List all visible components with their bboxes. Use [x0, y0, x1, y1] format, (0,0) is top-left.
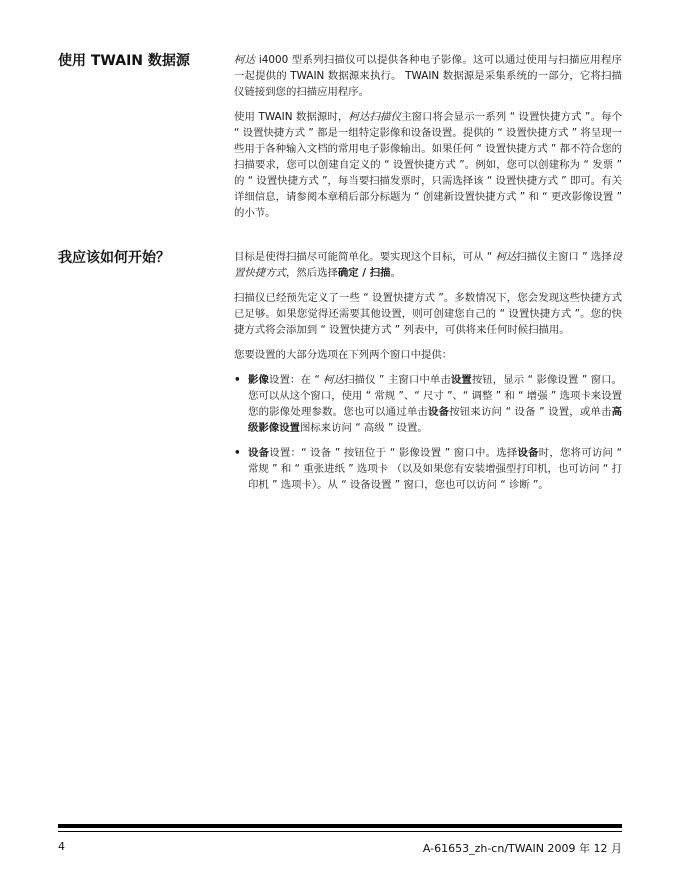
document-id: A-61653_zh-cn/TWAIN 2009 年 12 月: [422, 842, 622, 855]
bullet-list: [234, 372, 622, 493]
footer-rule-thin: [58, 831, 622, 832]
page-number: 4: [58, 840, 65, 853]
footer-rule: [58, 824, 622, 828]
section-body: [234, 52, 622, 230]
section-body: [234, 249, 622, 502]
list-item: • 影像设置：在 “ 柯达扫描仪 ” 主窗口中单击设置按钮，显示 “ 影像设置 ” 窗口。您可以从这个窗口，使用 “ 常规 ”、“ 尺寸 ”、“ 调整 ” 和 “ 增强 ” 选项卡来设置您的影像处理参数。您也可以通过单击设备按钮来访问 “ 设备 ” 设置，或单击高级影像设置图标来访问 “ 高级 ” 设置。: [234, 374, 623, 434]
section-heading: 使用 TWAIN 数据源: [58, 53, 190, 69]
paragraph: 使用 TWAIN 数据源时，柯达扫描仪主窗口将会显示一系列 “ 设置快捷方式 ”。每个 “ 设置快捷方式 ” 都是一组特定影像和设备设置。提供的 “ 设置快捷方式 ” 将呈现一些用于各种输入文档的常用电子影像输出。如果任何 “ 设置快捷方式 ” 都不符合您的扫描要求，您可以创建自定义的 “ 设置快捷方式 ”。例如，您可以创建称为 “ 发票 ” 的 “ 设置快捷方式 ”，每当要扫描发票时，只需选择该 “ 设置快捷方式 ” 即可。有关详细信息，请参阅本章稍后部分标题为 “ 创建新设置快捷方式 ” 和 “ 更改影像设置 ” 的小节。: [234, 111, 622, 219]
brand-text: 柯达: [234, 54, 256, 66]
bullet-marker: •: [234, 374, 241, 386]
list-item: • 设备设置：“ 设备 ” 按钮位于 “ 影像设置 ” 窗口中。选择设备时，您将可访问 “ 常规 ” 和 “ 重张进纸 ” 选项卡 （以及如果您有安装增强型打印机，也可访问 “ 打印机 ” 选项卡）。从 “ 设备设置 ” 窗口，您也可以访问 “ 诊断 ”。: [234, 447, 623, 491]
paragraph: 扫描仪已经预先定义了一些 “ 设置快捷方式 ”。多数情况下，您会发现这些快捷方式已足够。如果您觉得还需要其他设置，则可创建您自己的 “ 设置快捷方式 ”。您的快捷方式将会添加到 “ 设置快捷方式 ” 列表中，可供将来任何时候扫描用。: [234, 292, 622, 336]
paragraph: 柯达 i4000 型系列扫描仪可以提供各种电子影像。这可以通过使用与扫描应用程序一起提供的 TWAIN 数据源来执行。 TWAIN 数据源是采集系统的一部分，它将扫描仪链接到您的扫描应用程序。: [234, 54, 623, 98]
paragraph: 目标是使得扫描尽可能简单化。要实现这个目标，可从 “ 柯达扫描仪主窗口 ” 选择设置快捷方式，然后选择确定 / 扫描。: [234, 251, 622, 279]
paragraph: 您要设置的大部分选项在下列两个窗口中提供：: [234, 349, 453, 361]
italic-term: 柯达扫描仪: [348, 111, 402, 123]
section-heading: 我应该如何开始？: [58, 250, 170, 266]
bullet-marker: •: [234, 447, 241, 459]
